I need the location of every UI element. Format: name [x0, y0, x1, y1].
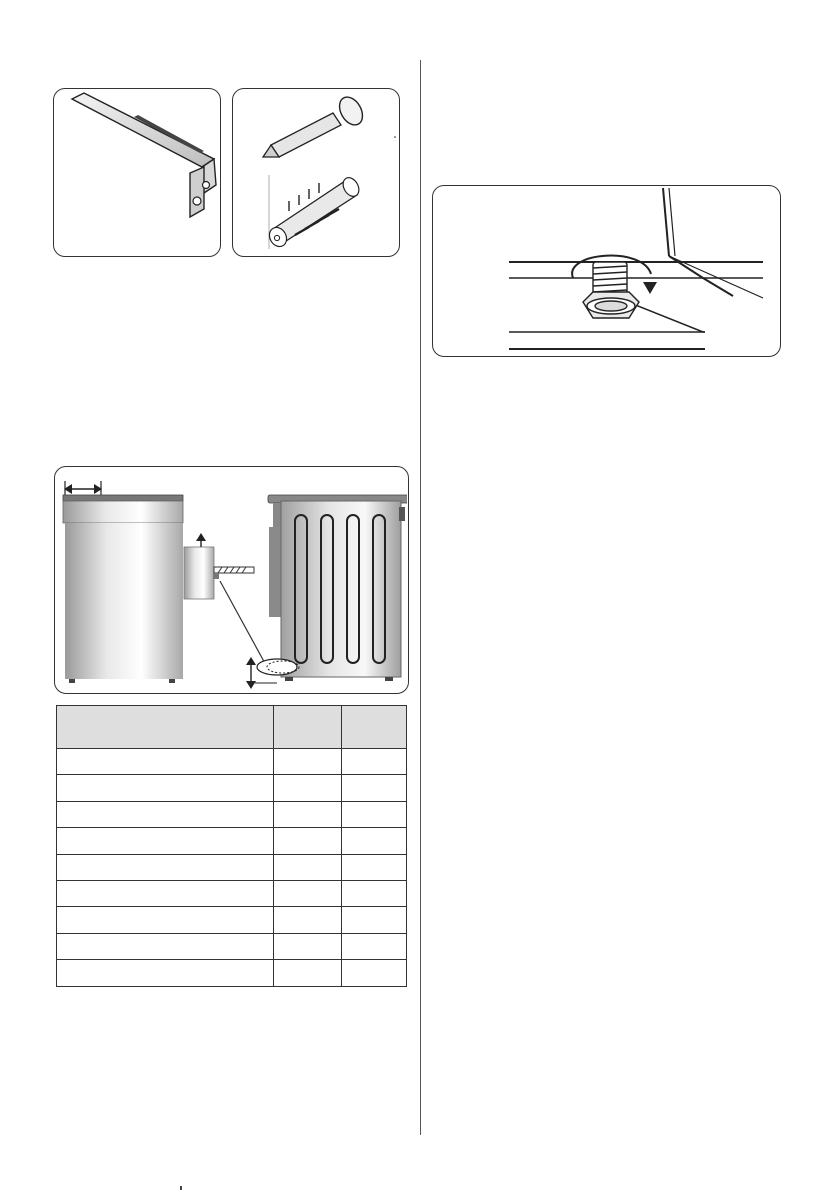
table-cell [342, 880, 407, 906]
table-header-row [57, 706, 407, 749]
table-cell [57, 749, 274, 775]
table-cell [57, 801, 274, 827]
adjustable-foot-icon [433, 186, 779, 355]
table-row [57, 854, 407, 880]
height-arrow-icon [246, 657, 299, 689]
table-cell [273, 907, 342, 933]
width-arrow-icon [64, 481, 102, 495]
table-cell [57, 907, 274, 933]
table-cell [273, 880, 342, 906]
table-header-cell [273, 706, 342, 749]
table-cell [342, 775, 407, 801]
table-cell [57, 828, 274, 854]
table-cell [273, 828, 342, 854]
table-cell [342, 828, 407, 854]
table-row [57, 749, 407, 775]
footer-mark [180, 1186, 182, 1190]
table-cell [57, 960, 274, 986]
table-header-cell [342, 706, 407, 749]
table-cell [57, 880, 274, 906]
table-cell [342, 933, 407, 959]
table-cell [273, 960, 342, 986]
table-cell [273, 749, 342, 775]
table-cell [342, 960, 407, 986]
table-row [57, 801, 407, 827]
table-cell [273, 801, 342, 827]
table-row [57, 775, 407, 801]
bracket-figure [53, 88, 221, 257]
table-cell [342, 907, 407, 933]
specs-table [56, 705, 407, 987]
table-cell [273, 933, 342, 959]
table-row [57, 880, 407, 906]
cabinet-side-icon [63, 495, 183, 683]
table-row [57, 828, 407, 854]
table-cell [273, 854, 342, 880]
screw-icon [263, 93, 367, 157]
table-cell [273, 775, 342, 801]
adjustable-foot-figure [432, 185, 781, 357]
bracket-icon [54, 89, 219, 255]
washing-machine-icon [268, 495, 407, 681]
wall-plug-icon [266, 175, 362, 250]
table-cell [342, 854, 407, 880]
fasteners-figure [232, 88, 400, 257]
table-row [57, 960, 407, 986]
table-cell [342, 749, 407, 775]
table-cell [342, 801, 407, 827]
table-header-cell [57, 706, 274, 749]
table-cell [57, 775, 274, 801]
table-row [57, 907, 407, 933]
table-cell [57, 854, 274, 880]
installation-figure [54, 466, 409, 694]
table-row [57, 933, 407, 959]
column-divider [420, 60, 421, 1135]
table-cell [57, 933, 274, 959]
